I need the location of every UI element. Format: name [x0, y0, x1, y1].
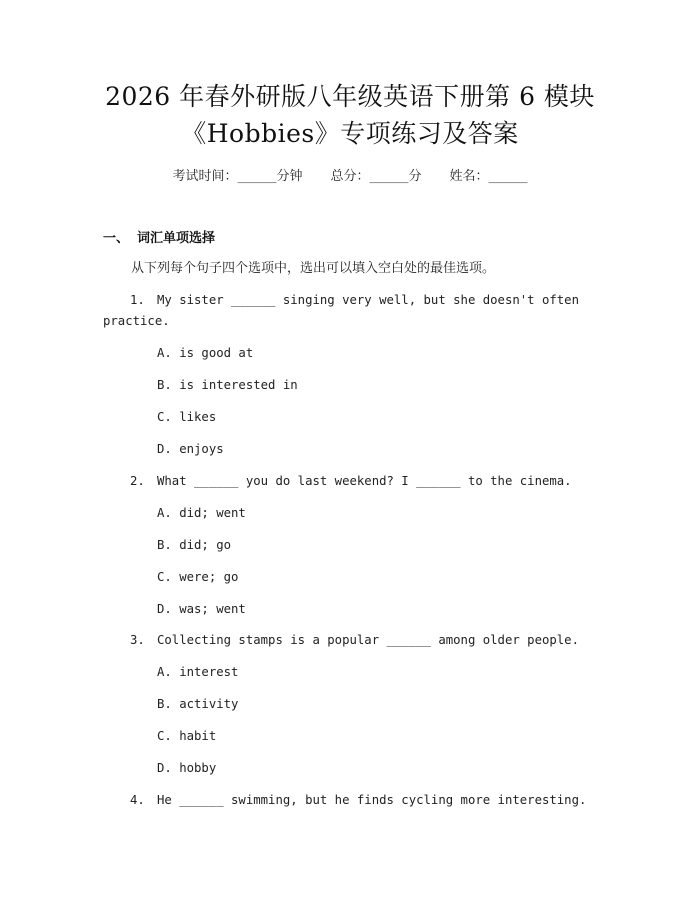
question-number: 4. [130, 793, 145, 807]
option-d: D. was; went [157, 602, 246, 616]
section-title: 词汇单项选择 [137, 231, 216, 246]
option-b: B. is interested in [157, 378, 298, 392]
question-text: What ______ you do last weekend? I ______ to the cinema. [157, 474, 572, 488]
question-text: My sister ______ singing very well, but she doesn't often [157, 293, 579, 307]
option-c: C. were; go [157, 570, 239, 584]
question-text-continued: practice. [103, 314, 170, 328]
section-number: 一、 [103, 231, 130, 246]
question-number: 1. [130, 293, 145, 307]
option-d: D. enjoys [157, 442, 224, 456]
option-a: A. is good at [157, 346, 254, 360]
exam-total-score: 总分：______分 [330, 169, 422, 184]
instruction-text: 从下列每个句子四个选项中，选出可以填入空白处的最佳选项。 [131, 261, 496, 276]
option-d: D. hobby [157, 761, 217, 775]
title-line-2: 《Hobbies》专项练习及答案 [181, 119, 519, 148]
option-a: A. interest [157, 665, 239, 679]
section-heading [103, 230, 215, 248]
option-c: C. likes [157, 410, 217, 424]
question-text: He ______ swimming, but he finds cycling more interesting. [157, 793, 587, 807]
option-b: B. did; go [157, 538, 232, 552]
exam-meta [0, 168, 700, 186]
option-c: C. habit [157, 729, 217, 743]
option-a: A. did; went [157, 506, 246, 520]
title-line-1: 2026 年春外研版八年级英语下册第 6 模块 [105, 82, 595, 111]
question-number: 2. [130, 474, 145, 488]
question-number: 3. [130, 633, 145, 647]
option-b: B. activity [157, 697, 239, 711]
question-text: Collecting stamps is a popular ______ among older people. [157, 633, 579, 647]
exam-name-field: 姓名：______ [449, 169, 528, 184]
exam-time: 考试时间：______分钟 [172, 169, 303, 184]
